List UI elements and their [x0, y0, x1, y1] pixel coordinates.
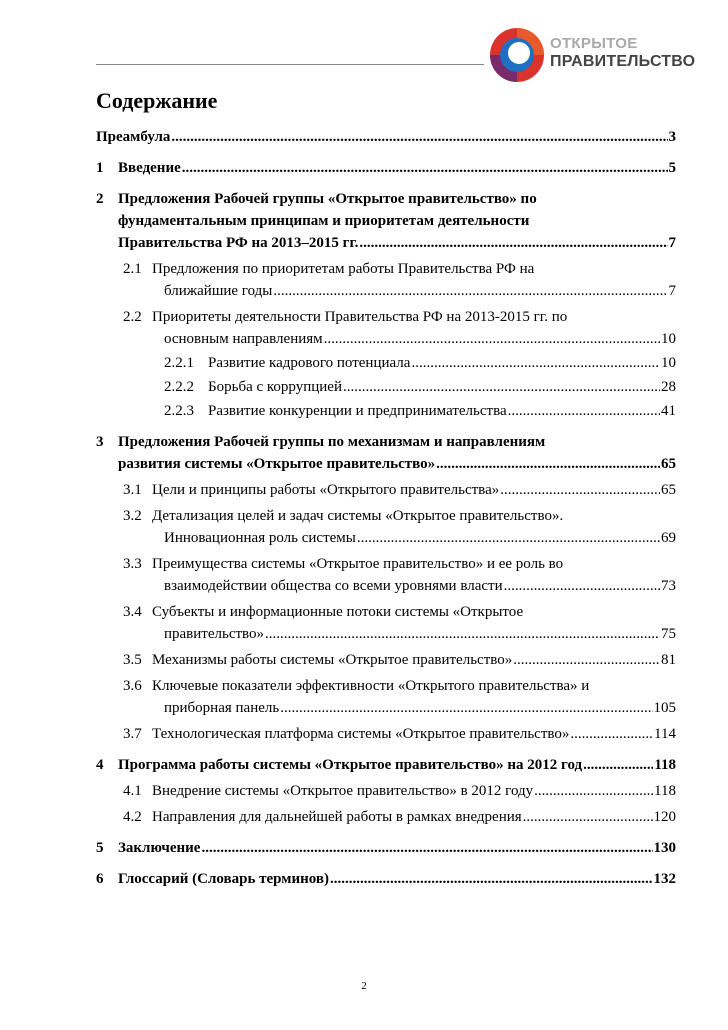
- toc-section-number: 4: [96, 757, 104, 773]
- toc-page-number: 132: [653, 871, 676, 887]
- toc-entry-title-line: приборная панель: [164, 700, 280, 716]
- toc-entry-3-2[interactable]: [96, 505, 676, 549]
- toc-entry-3-4[interactable]: [96, 601, 676, 645]
- toc-page-number: 65: [661, 482, 676, 498]
- toc-section-number: 4.2: [123, 809, 142, 825]
- toc-entry-title-line: основным направлениям: [164, 331, 323, 347]
- toc-title: Содержание: [96, 88, 218, 113]
- toc-entry-title-line: фундаментальным принципам и приоритетам деятельности: [118, 213, 530, 229]
- toc-entry-4-1[interactable]: [96, 780, 676, 802]
- toc-section-number: 3.4: [123, 604, 142, 620]
- toc-page-number: 28: [661, 379, 676, 395]
- open-government-logo: [488, 26, 696, 84]
- toc-page-number: 10: [661, 355, 676, 371]
- toc-page-number: 118: [654, 783, 676, 799]
- toc-page-number: 7: [668, 235, 676, 251]
- toc-page-number: 120: [653, 809, 676, 825]
- toc-section-number: 2.2.3: [164, 403, 194, 419]
- toc-section-number: 2.2: [123, 309, 142, 325]
- toc-page-number: 65: [661, 456, 676, 472]
- toc-entry-title-line: развития системы «Открытое правительство»: [118, 456, 436, 472]
- toc-entry-2-2[interactable]: [96, 306, 676, 350]
- toc-page-number: 130: [653, 840, 676, 856]
- toc-entry-title: Механизмы работы системы «Открытое правительство»: [152, 652, 513, 668]
- toc-page-number: 7: [668, 283, 676, 299]
- toc-entry-title-line: Предложения по приоритетам работы Правительства РФ на: [152, 261, 535, 277]
- toc-entry-title-line: ближайшие годы: [164, 283, 273, 299]
- logo-text-line1: ОТКРЫТОЕ: [550, 35, 638, 52]
- toc-page-number: 81: [661, 652, 676, 668]
- toc-page-number: 105: [653, 700, 676, 716]
- toc-entry-title: Технологическая платформа системы «Открытое правительство»: [152, 726, 570, 742]
- toc-section-number: 3.7: [123, 726, 142, 742]
- toc-entry-3-1[interactable]: [96, 479, 676, 501]
- toc-page-number: 114: [654, 726, 676, 742]
- toc-entry-preamble[interactable]: [96, 126, 676, 148]
- toc-entry-title: Внедрение системы «Открытое правительство» в 2012 году: [152, 783, 534, 799]
- toc-page-number: 10: [661, 331, 676, 347]
- logo-text-line2: ПРАВИТЕЛЬСТВО: [550, 53, 696, 70]
- toc-entry-title: Заключение: [118, 840, 201, 856]
- toc-section-number: 2.2.1: [164, 355, 194, 371]
- toc-entry-title-line: взаимодействии общества со всеми уровнями власти: [164, 578, 503, 594]
- toc-section-number: 6: [96, 871, 104, 887]
- toc-section-number: 3.2: [123, 508, 142, 524]
- toc-entry-title: Преамбула: [96, 129, 171, 145]
- toc-entry-title: Развитие конкуренции и предпринимательства: [208, 403, 507, 419]
- toc-entry-title-line: Предложения Рабочей группы «Открытое правительство» по: [118, 191, 537, 207]
- toc-page-number: 75: [661, 626, 676, 642]
- toc-section-number: 3.6: [123, 678, 142, 694]
- toc-entry-title-line: Приоритеты деятельности Правительства РФ на 2013-2015 гг. по: [152, 309, 568, 325]
- toc-entry-title-line: Инновационная роль системы: [164, 530, 356, 546]
- toc-entry-2-2-3[interactable]: [96, 400, 676, 422]
- toc-entry-title: Введение: [118, 160, 181, 176]
- toc-entry-3-7[interactable]: [96, 723, 676, 745]
- toc-section-number: 3.1: [123, 482, 142, 498]
- toc-entry-title-line: Ключевые показатели эффективности «Открытого правительства» и: [152, 678, 590, 694]
- toc-entry-title: Глоссарий (Словарь терминов): [118, 871, 330, 887]
- toc-page-number: 118: [654, 757, 676, 773]
- toc-entry-3-3[interactable]: [96, 553, 676, 597]
- toc-entry-title-line: Субъекты и информационные потоки системы «Открытое: [152, 604, 524, 620]
- toc-section-number: 2: [96, 191, 104, 207]
- toc-entry-title-line: Правительства РФ на 2013–2015 гг.: [118, 235, 359, 251]
- toc-entry-title: Направления для дальнейшей работы в рамках внедрения: [152, 809, 522, 825]
- toc-section-number: 3.5: [123, 652, 142, 668]
- toc-entry-title-line: правительство»: [164, 626, 265, 642]
- toc-section-number: 3.3: [123, 556, 142, 572]
- toc-entry-1[interactable]: [96, 157, 676, 179]
- toc-entry-4-2[interactable]: [96, 806, 676, 828]
- toc-section-number: 3: [96, 434, 104, 450]
- toc-page-number: 73: [661, 578, 676, 594]
- header-rule: [96, 64, 484, 65]
- logo-ring-icon: [488, 26, 546, 84]
- toc-section-number: 2.2.2: [164, 379, 194, 395]
- toc-entry-2-2-2[interactable]: [96, 376, 676, 398]
- toc-entry-title-line: Предложения Рабочей группы по механизмам и направлениям: [118, 434, 546, 450]
- toc-page-number: 69: [661, 530, 676, 546]
- toc-section-number: 2.1: [123, 261, 142, 277]
- toc-entry-5[interactable]: [96, 837, 676, 859]
- toc-entry-3-5[interactable]: [96, 649, 676, 671]
- toc-page-number: 3: [668, 129, 676, 145]
- toc-entry-3[interactable]: [96, 431, 676, 475]
- toc-entry-2[interactable]: [96, 188, 676, 254]
- toc-page-number: 41: [661, 403, 676, 419]
- toc-entry-3-6[interactable]: [96, 675, 676, 719]
- toc-entry-4[interactable]: [96, 754, 676, 776]
- toc-entry-2-1[interactable]: [96, 258, 676, 302]
- toc-entry-title: Борьба с коррупцией: [208, 379, 342, 395]
- toc-entry-6[interactable]: [96, 868, 676, 890]
- toc-page-number: 5: [668, 160, 676, 176]
- toc-section-number: 1: [96, 160, 104, 176]
- toc-entry-title-line: Детализация целей и задач системы «Открытое правительство».: [152, 508, 564, 524]
- table-of-contents: [96, 122, 676, 890]
- toc-entry-2-2-1[interactable]: [96, 352, 676, 374]
- toc-entry-title: Программа работы системы «Открытое правительство» на 2012 год: [118, 757, 583, 773]
- toc-entry-title: Цели и принципы работы «Открытого правительства»: [152, 482, 500, 498]
- toc-entry-title-line: Преимущества системы «Открытое правительство» и ее роль во: [152, 556, 564, 572]
- toc-section-number: 5: [96, 840, 104, 856]
- page-number-footer: 2: [361, 980, 367, 992]
- toc-section-number: 4.1: [123, 783, 142, 799]
- toc-entry-title: Развитие кадрового потенциала: [208, 355, 411, 371]
